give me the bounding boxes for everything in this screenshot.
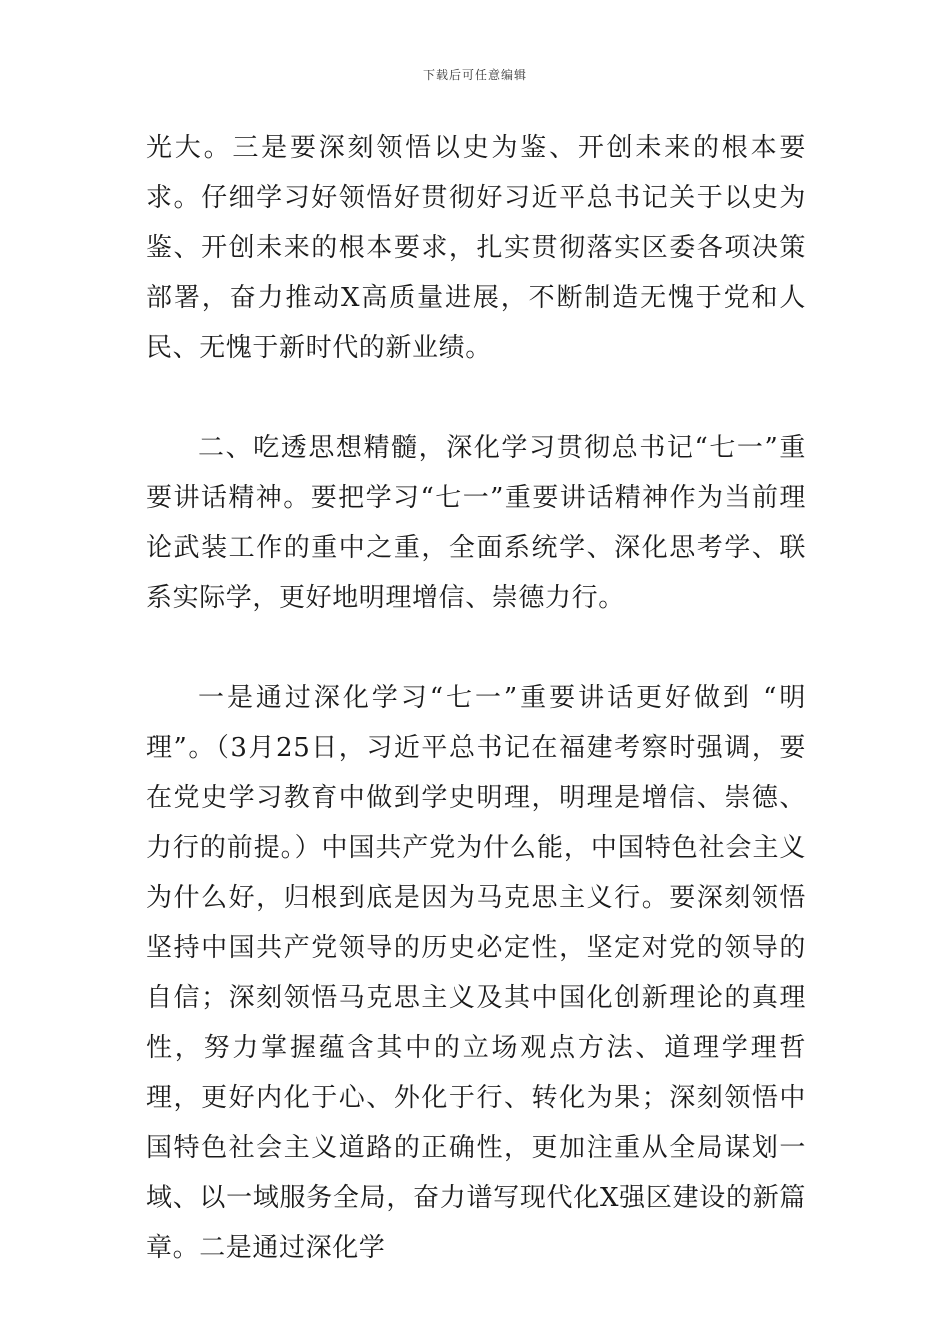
paragraph-spacer [146,373,806,423]
paragraph-point-one: 一是通过深化学习“七一”重要讲话更好做到 “明理”。（3月25日，习近平总书记在福建考察时强调，要在党史学习教育中做到学史明理，明理是增信、崇德、力行的前提。）中国共产党为什么能，中国特色社会主义为什么好，归根到底是因为马克思主义行。要深刻领悟坚持中国共产党领导的历史必定性，坚定对党的领导的自信；深刻领悟马克思主义及其中国化创新理论的真理性，努力掌握蕴含其中的立场观点方法、道理学理哲理，更好内化于心、外化于行、转化为果；深刻领悟中国特色社会主义道路的正确性，更加注重从全局谋划一域、以一域服务全局，奋力谱写现代化X强区建设的新篇章。二是通过深化学 [146,683,806,1263]
paragraph-continuation: 光大。三是要深刻领悟以史为鉴、开创未来的根本要求。仔细学习好领悟好贯彻好习近平总书记关于以史为鉴、开创未来的根本要求，扎实贯彻落实区委各项决策部署，奋力推动X高质量进展，不断制造无愧于党和人民、无愧于新时代的新业绩。 [146,133,806,363]
paragraph-section-two: 二、吃透思想精髓，深化学习贯彻总书记“七一”重要讲话精神。要把学习“七一”重要讲话精神作为当前理论武装工作的重中之重，全面系统学、深化思考学、联系实际学，更好地明理增信、崇德力行。 [146,433,806,613]
page-header-note: 下载后可任意编辑 [422,68,527,82]
document-body [146,123,806,1273]
paragraph-spacer [146,623,806,673]
